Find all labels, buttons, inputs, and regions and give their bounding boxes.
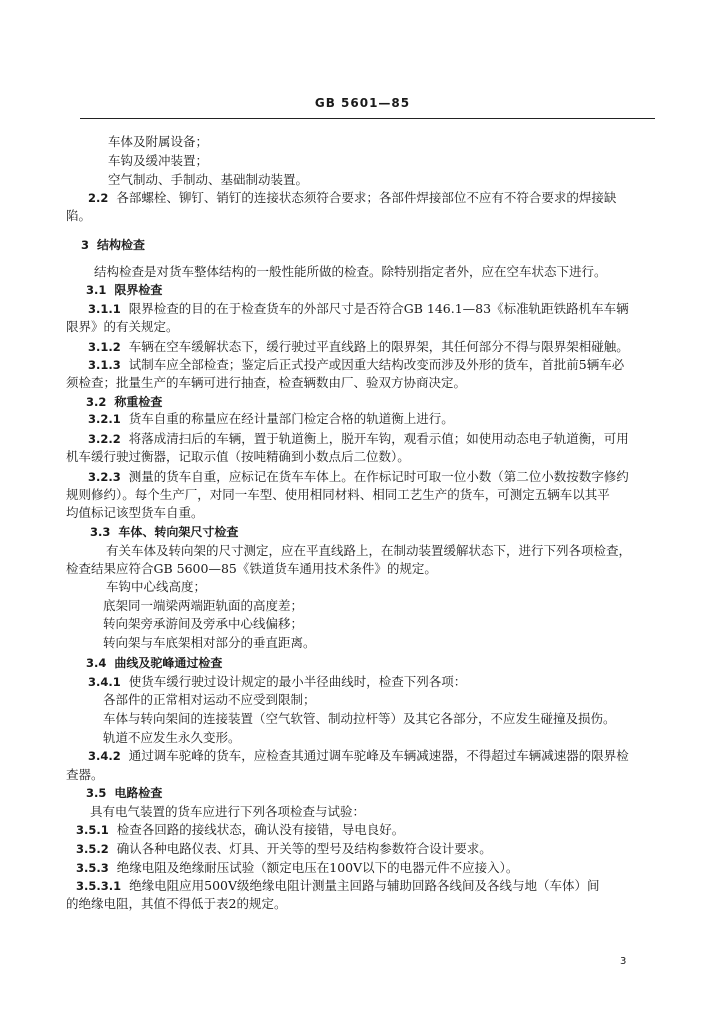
line-text: 限界检查 [114, 283, 163, 297]
line-text: 将落成清扫后的车辆，置于轨道衡上，脱开车钩，观看示值；如使用动态电子轨道衡，可用 [128, 431, 629, 446]
text-line [66, 895, 286, 913]
line-text: 检查结果应符合GB 5600—85《铁道货车通用技术条件》的规定。 [66, 561, 437, 576]
line-text: 各部件的正常相对运动不应受到限制； [103, 692, 316, 707]
text-line [88, 430, 629, 448]
text-line [103, 710, 616, 728]
section-heading [86, 393, 162, 411]
section-heading [86, 654, 222, 672]
line-text: 绝缘电阻及绝缘耐压试验（额定电压在100V以下的电器元件不应接入）。 [116, 860, 519, 875]
line-text: 曲线及驼峰通过检查 [114, 656, 223, 670]
text-line [88, 338, 629, 356]
line-text: 车钩及缓冲装置； [108, 153, 209, 168]
text-line [76, 840, 492, 858]
text-line [106, 578, 206, 596]
clause-number: 3.5.3.1 [76, 879, 122, 893]
text-line [103, 691, 316, 709]
line-text: 查器。 [66, 767, 104, 782]
text-line [76, 821, 404, 839]
line-text: 规则修约）。每个生产厂，对同一车型、使用相同材料、相同工艺生产的货车，可测定五辆车以其平 [66, 487, 610, 502]
line-text: 称重检查 [114, 395, 163, 409]
header-rule [80, 118, 655, 119]
line-text: 须检查；批量生产的车辆可进行抽查，检查辆数由厂、验双方协商决定。 [66, 375, 467, 390]
text-line [76, 859, 518, 877]
line-text: 转向架与车底架相对部分的垂直距离。 [103, 635, 316, 650]
text-line [88, 673, 466, 691]
line-text: 车体、转向架尺寸检查 [118, 525, 239, 539]
clause-number: 3.5.3 [76, 861, 109, 875]
text-line [103, 634, 316, 652]
line-text: 具有电气装置的货车应进行下列各项检查与试验： [90, 804, 366, 819]
clause-number: 3.1.2 [88, 340, 121, 354]
section-heading [90, 523, 238, 541]
line-text: 货车自重的称量应在经计量部门检定合格的轨道衡上进行。 [128, 411, 454, 426]
text-line [66, 560, 437, 578]
text-line [66, 318, 179, 336]
line-text: 车体及附属设备； [108, 134, 209, 149]
text-line [88, 468, 629, 486]
line-text: 试制车应全部检查；鉴定后正式投产或因重大结构改变而涉及外形的货车，首批前5辆车必 [128, 357, 625, 372]
line-text: 检查各回路的接线状态，确认没有接错，导电良好。 [116, 822, 405, 837]
line-text: 车钩中心线高度； [106, 579, 207, 594]
line-text: 通过调车驼峰的货车，应检查其通过调车驼峰及车辆减速器，不得超过车辆减速器的限界检 [128, 748, 629, 763]
line-text: 的绝缘电阻，其值不得低于表2的规定。 [66, 896, 287, 911]
text-line [66, 504, 204, 522]
text-line [88, 189, 616, 207]
clause-number: 3.2.1 [88, 412, 121, 426]
section-heading [86, 281, 162, 299]
line-text: 使货车缓行驶过设计规定的最小半径曲线时，检查下列各项： [128, 674, 467, 689]
line-text: 机车缓行驶过衡器，记取示值（按吨精确到小数点后二位数）。 [66, 449, 410, 464]
line-text: 陷。 [66, 208, 92, 223]
section-heading [81, 236, 145, 254]
line-text: 电路检查 [114, 786, 163, 800]
line-text: 轨道不应发生永久变形。 [103, 730, 241, 745]
line-text: 空气制动、手制动、基础制动装置。 [108, 172, 309, 187]
text-line [108, 133, 208, 151]
clause-number: 3.5.2 [76, 842, 109, 856]
text-line [88, 300, 629, 318]
text-line [66, 448, 410, 466]
line-text: 限界检查的目的在于检查货车的外部尺寸是否符合GB 146.1—83《标准轨距铁路机车车辆 [128, 301, 629, 316]
text-line [106, 542, 631, 560]
line-text: 限界》的有关规定。 [66, 319, 179, 334]
text-line [88, 356, 624, 374]
line-text: 有关车体及转向架的尺寸测定，应在平直线路上，在制动装置缓解状态下，进行下列各项检查， [106, 543, 632, 558]
line-text: 车辆在空车缓解状态下，缓行驶过平直线路上的限界架，其任何部分不得与限界架相碰触。 [128, 339, 629, 354]
page-number: 3 [620, 956, 627, 967]
text-line [103, 729, 241, 747]
line-text: 绝缘电阻应用500V级绝缘电阻计测量主回路与辅助回路各线间及各线与地（车体）间 [129, 878, 600, 893]
text-line [66, 207, 91, 225]
clause-number: 3.1.3 [88, 358, 121, 372]
section-heading [86, 784, 162, 802]
clause-number: 3.5.1 [76, 823, 109, 837]
text-line [90, 803, 365, 821]
text-line [103, 615, 303, 633]
clause-number: 3.2 [86, 395, 107, 409]
line-text: 结构检查 [97, 238, 146, 252]
text-line [103, 597, 303, 615]
line-text: 均值标记该型货车自重。 [66, 505, 204, 520]
clause-number: 3 [81, 238, 90, 252]
text-line [108, 152, 208, 170]
line-text: 各部螺栓、铆钉、销钉的连接状态须符合要求；各部件焊接部位不应有不符合要求的焊接缺 [116, 190, 617, 205]
clause-number: 3.1 [86, 283, 107, 297]
line-text: 车体与转向架间的连接装置（空气软管、制动拉杆等）及其它各部分，不应发生碰撞及损伤。 [103, 711, 616, 726]
text-line [66, 486, 610, 504]
clause-number: 3.5 [86, 786, 107, 800]
text-line [94, 263, 607, 281]
clause-number: 2.2 [88, 191, 109, 205]
text-line [76, 877, 600, 895]
text-line [66, 766, 104, 784]
line-text: 转向架旁承游间及旁承中心线偏移； [103, 616, 304, 631]
line-text: 底架同一端梁两端距轨面的高度差； [103, 598, 304, 613]
clause-number: 3.4 [86, 656, 107, 670]
text-line [66, 374, 466, 392]
clause-number: 3.2.2 [88, 432, 121, 446]
text-line [88, 747, 629, 765]
clause-number: 3.1.1 [88, 302, 121, 316]
clause-number: 3.2.3 [88, 470, 121, 484]
text-line [88, 410, 454, 428]
standard-header: GB 5601—85 [314, 96, 411, 110]
clause-number: 3.4.2 [88, 749, 121, 763]
clause-number: 3.4.1 [88, 675, 121, 689]
text-line [108, 171, 308, 189]
line-text: 确认各种电路仪表、灯具、开关等的型号及结构参数符合设计要求。 [116, 841, 492, 856]
clause-number: 3.3 [90, 525, 111, 539]
line-text: 测量的货车自重，应标记在货车车体上。在作标记时可取一位小数（第二位小数按数字修约 [128, 469, 629, 484]
line-text: 结构检查是对货车整体结构的一般性能所做的检查。除特别指定者外，应在空车状态下进行。 [94, 264, 607, 279]
